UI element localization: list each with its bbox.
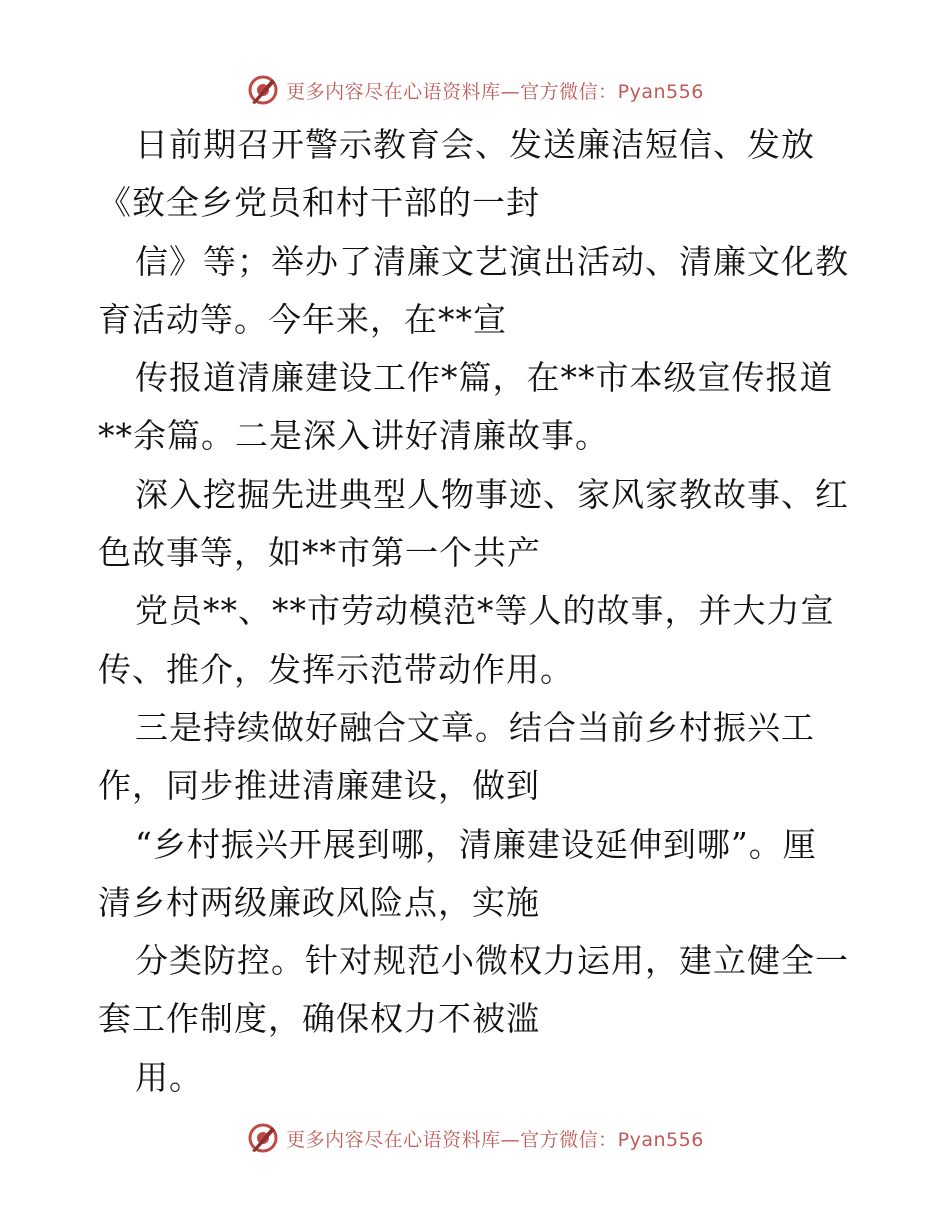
text-line: 党员**、**市劳动模范*等人的故事，并大力宣: [135, 591, 835, 631]
text-line: 用。: [135, 1057, 203, 1097]
footer-text: [286, 1125, 704, 1152]
text-line: “乡村振兴开展到哪，清廉建设延伸到哪”。厘: [135, 824, 817, 864]
text-line: 传报道清廉建设工作*篇，在**市本级宣传报道: [135, 358, 834, 398]
footer-banner: [0, 1118, 950, 1158]
document-body: [98, 116, 858, 1107]
text-line: 色故事等，如**市第一个共产: [98, 533, 541, 573]
text-line: 《致全乡党员和村干部的一封: [98, 183, 540, 223]
text-line: 分类防控。针对规范小微权力运用，建立健全一: [135, 941, 849, 981]
header-contact: Pyan556: [617, 80, 704, 103]
quill-seal-logo-icon: [246, 73, 280, 107]
header-label: 更多内容尽在心语资料库—官方微信：: [286, 80, 618, 103]
text-line: 套工作制度，确保权力不被滥: [98, 999, 540, 1039]
text-line: 日前期召开警示教育会、发送廉洁短信、发放: [135, 125, 815, 164]
text-line: 作，同步推进清廉建设，做到: [98, 766, 540, 806]
header-text: [286, 77, 704, 104]
footer-label: 更多内容尽在心语资料库—官方微信：: [286, 1128, 618, 1151]
text-line: 深入挖掘先进典型人物事迹、家风家教故事、红: [135, 474, 849, 514]
text-line: **余篇。二是深入讲好清廉故事。: [98, 416, 609, 456]
text-line: 清乡村两级廉政风险点，实施: [98, 882, 540, 922]
header-banner: [0, 70, 950, 110]
text-line: 育活动等。今年来，在**宣: [98, 299, 507, 339]
text-line: 三是持续做好融合文章。结合当前乡村振兴工: [135, 707, 815, 747]
text-line: 传、推介，发挥示范带动作用。: [98, 649, 574, 689]
quill-seal-logo-icon: [246, 1121, 280, 1155]
text-line: 信》等；举办了清廉文艺演出活动、清廉文化教: [135, 241, 849, 281]
footer-contact: Pyan556: [617, 1128, 704, 1151]
